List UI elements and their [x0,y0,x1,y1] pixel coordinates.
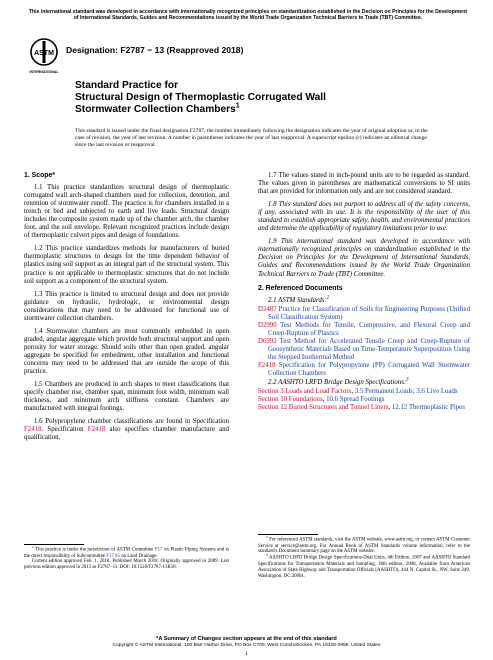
footnote-1-text-c: on Plastic Piping Systems and is the direct responsibility of Subcommittee [24,547,230,559]
para-2-1-footnote-mark: 2 [326,295,330,301]
aashto-reference-item [258,388,470,396]
reference-title-link[interactable]: Test Methods for Tensile, Compressive, and Flexural Creep and Creep-Rupture of Plastics [268,321,470,337]
page-number: 1 [245,651,248,657]
para-1-3: 1.3 This practice is limited to structural design and does not provide guidance on hydraulic, hydrologic, or environmental design considerations that may need to be addressed for functional use of stormwater collection chambers. [24,290,229,322]
para-1-9: 1.9 This international standard was developed in accordance with internationally recognized principles on standardization established in the Decision on Principles for the Development of International Standards, Guides and Recommendations issued by the World Trade Organization Technical Barriers to Trade (TBT) Committee. [258,238,470,278]
aashto-section-link[interactable]: Section 3 Loads and Load Factors [258,388,352,396]
para-2-2-footnote-mark: 3 [406,377,409,383]
logo-text: INTERNATIONAL [29,70,59,74]
link-f2418[interactable]: F2418 [24,426,42,434]
svg-text:ASTM: ASTM [34,50,54,57]
title-line-3 [75,101,435,116]
reference-item [258,338,470,362]
title-footnote-mark: 1 [235,101,240,110]
para-1-8: 1.8 This standard does not purport to address all of the safety concerns, if any, associated with its use. It is the responsibility of the user of this standard to establish appropriate safety, health, and environmental practices and determine the applicability of regulatory limitations prior to use. [258,201,470,233]
title-line-3-text: Stormwater Collection Chambers [75,104,236,115]
footnote-1-text-e: on Land Drainage. [119,553,158,559]
footnote-2-text: For referenced ASTM standards, visit the ASTM website, www.astm.org, or contact ASTM Customer Service at service@astm.org. For Annual Book of ASTM Standards volume information, refer to the standard's Document Summary page on the ASTM website. [258,537,470,555]
link-f17-65[interactable]: F17.65 [106,553,120,559]
reference-code-link[interactable]: D2487 [258,305,277,313]
footnote-1 [24,547,229,571]
footnote-1-mark: 1 [32,545,34,549]
reference-title-link[interactable]: Practice for Classification of Soils for Engineering Purposes (Unified Soil Classification System) [268,305,470,321]
para-2-2 [258,379,470,387]
aashto-section-link[interactable]: Section 12 Buried Structures and Tunnel Liners [258,404,389,412]
section-2-heading: 2. Referenced Documents [258,284,343,292]
para-2-1 [258,297,470,305]
aashto-subsection-link[interactable]: 12.12 Thermoplastic Pipes [391,404,465,412]
section-1-heading: 1. Scope* [24,172,56,179]
para-1-1: 1.1 This practice standardizes structural design of thermoplastic corrugated wall arch-shaped chambers used for collection, detention, and retention of stormwater runoff. The practice is for chambers installed in a trench or bed and subjected to earth and live loads. Structural design includes the composite system made up of the chamber arch, the chamber foot, and the soil envelope. Relevant recognized practices include design of thermoplastic culvert pipes and design of foundations. [24,184,229,240]
aashto-section-link[interactable]: Section 10 Foundations [258,396,323,404]
aashto-reference-list [258,388,470,412]
separator: , [388,404,392,412]
reference-code-link[interactable]: F2418 [258,361,276,369]
right-column [258,172,470,412]
para-2-2-text: 2.2 AASHTO LRFD Bridge Design Specifications: [268,379,407,387]
aashto-subsection-link[interactable]: 3.5 Permanent Loads; 3.6 Live Loads [354,388,458,396]
title-line-1: Standard Practice for [75,80,179,91]
summary-of-changes-note: *A Summary of Changes section appears at the end of this standard [156,636,337,642]
footnote-2 [258,535,470,558]
para-1-6-text-a: 1.6 Polypropylene chamber classifications are found in Specification [34,418,229,426]
para-1-5: 1.5 Chambers are produced in arch shapes to meet classifications that specify chamber rise, chamber span, minimum foot width, minimum wall thickness, and minimum arch stiffness constant. Chambers are manufactured with integral footings. [24,381,229,413]
document-title [75,80,435,116]
separator: , [322,396,327,404]
reference-code-link[interactable]: D6992 [258,337,277,345]
intro-note: This standard is issued under the fixed designation F2787; the number immediately following the designation indicates the year of original adoption or, in the case of revision, the year of last revision. A number in parentheses indicates the year of last reapproval. A superscript epsilon (ε) indicates an editorial change since the last revision or reapproval. [75,128,428,149]
footnote-1-text-a: This practice is under the jurisdiction of ASTM Committee [35,547,155,553]
aashto-subsection-link[interactable]: 10.6 Spread Footings [326,396,385,404]
separator: , [351,388,355,396]
reference-code-link[interactable]: D2990 [258,321,277,329]
astm-logo-icon [29,37,59,77]
reference-item [258,322,470,338]
aashto-reference-item [258,404,470,412]
footnotes-right [258,537,470,580]
link-f17[interactable]: F17 [154,547,163,553]
designation: Designation: F2787 − 13 (Reapproved 2018) [66,45,244,55]
para-1-6-text-e: also specifies chamber manufacture and qualification. [24,426,229,442]
footnote-3-text: AASHTO LRFD Bridge Design Specifications-Dual Units, 4th Edition, 2007 and AASHTO Standard Specifications for Transportation Materials and Sampling, 28th edition, 2008, Available from American Association of State Highway and Transportation Officials (AASHTO), 444 N. Capitol St., NW, Suite 249, Washington, DC 20001. [258,555,470,579]
reference-item [258,306,470,322]
top-notice: This international standard was developed in accordance with internationally recognized principles on standardization established in the Decision on Principles for the Development of International Standards, Guides and Recommendations issued by the World Trade Organization Technical Barriers to Trade (TBT) Committee. [28,9,468,22]
para-1-2: 1.2 This practice standardizes methods for manufacturers of buried thermoplastic structures to design for the time dependent behavior of plastics using soil support as an integral part of the structural system. This practice is not applicable to thermoplastic structures that do not include soil support as a component of the structural system. [24,245,229,285]
reference-title-link[interactable]: Test Method for Accelerated Tensile Creep and Creep-Rupture of Geosynthetic Materials Based on Time-Temperature Superposition Using the Stepped Isothermal Method [268,337,470,361]
footnote-2-mark: 2 [266,535,268,539]
left-column [24,172,229,447]
astm-reference-list [258,306,470,378]
footnote-3 [258,555,470,579]
copyright-line: Copyright © ASTM International, 100 Barr Harbor Drive, PO Box C700, West Conshohocken, PA 19428-2959. United States [112,643,381,648]
reference-item [258,362,470,378]
title-line-2: Structural Design of Thermoplastic Corrugated Wall [75,92,326,103]
footnote-1-body [24,547,229,559]
para-1-6-text-c: . Specification [41,426,88,434]
para-1-4: 1.4 Stormwater chambers are most commonly embedded in open graded, angular aggregate which provide both structural support and open porosity for water storage. Should soils other than open graded, angular aggregate be specified for embedment, other installation and functional concerns may need to be addressed that are outside the scope of this practice. [24,327,229,376]
footnote-3-mark: 3 [266,553,268,558]
footnote-1-edition: Current edition approved Feb. 1, 2018. Published March 2018. Originally approved in 2009. Last previous edition approved in 2013 as F2787–13. DOI: 10.1520/F2787-13R18. [24,559,229,571]
para-2-1-text: 2.1 ASTM Standards: [268,296,327,304]
aashto-reference-item [258,396,470,404]
link-f2418-2[interactable]: F2418 [87,426,106,434]
para-1-6 [24,418,229,442]
reference-title-link[interactable]: Specification for Polypropylene (PP) Corrugated Wall Stormwater Collection Chambers [268,361,470,378]
para-1-7: 1.7 The values stated in inch-pound units are to be regarded as standard. The values given in parentheses are mathematical conversions to SI units that are provided for information only and are not considered standard. [258,172,470,196]
